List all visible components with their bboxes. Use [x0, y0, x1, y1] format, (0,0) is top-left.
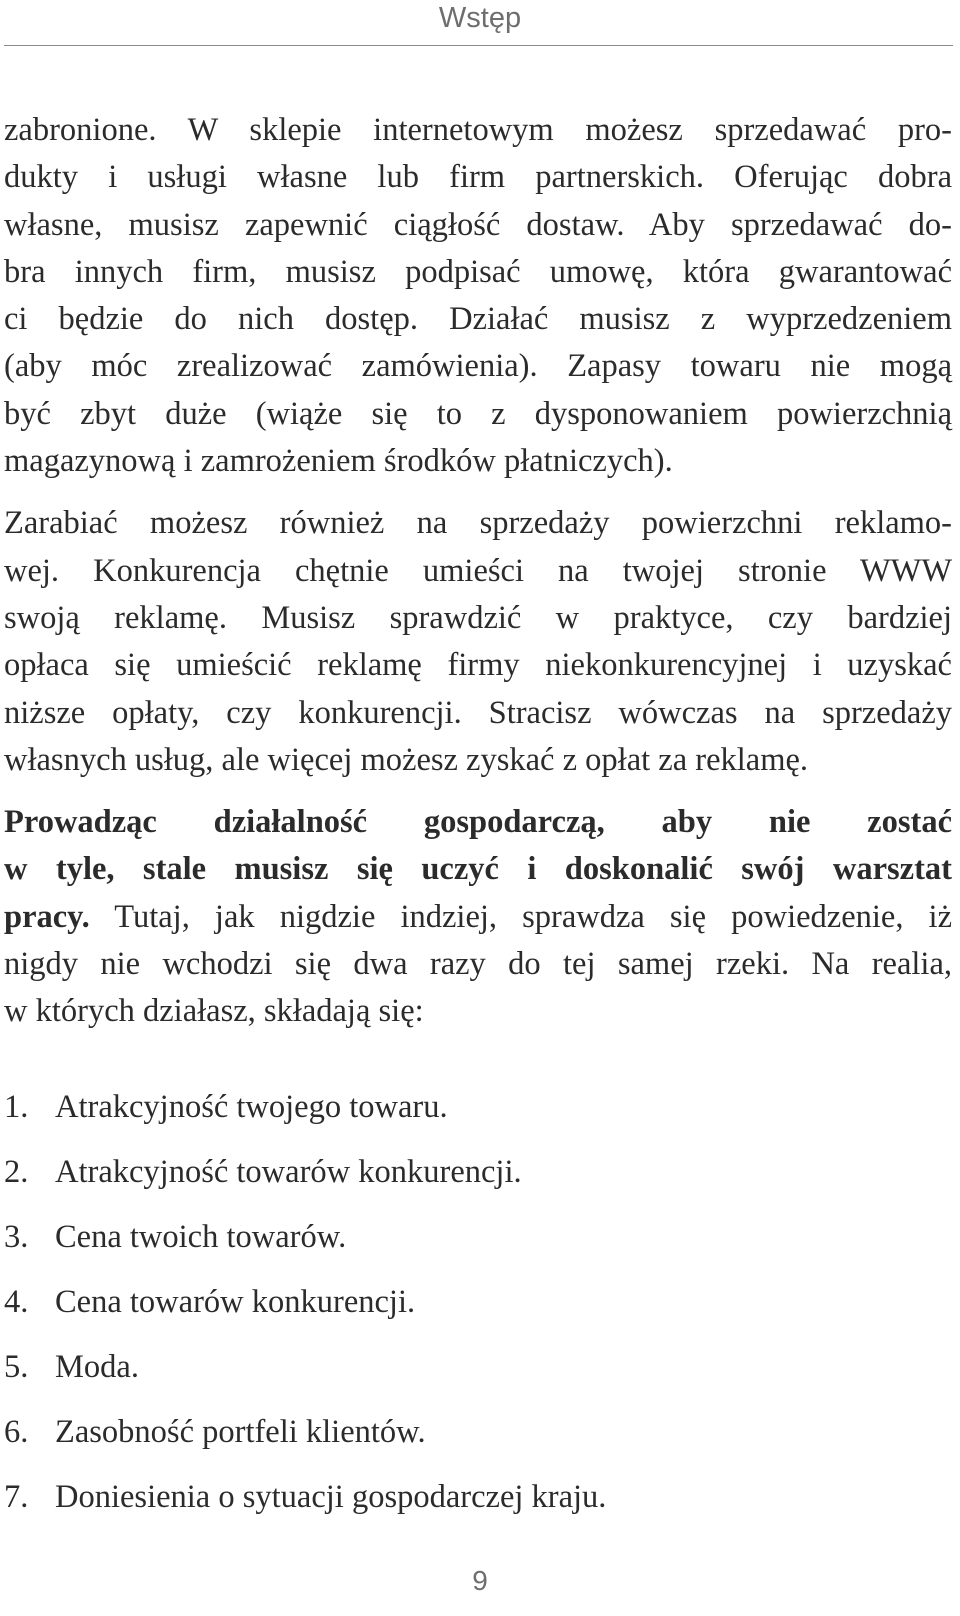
- text-line: dukty i usługi własne lub firm partnerskich. Oferując dobra: [4, 159, 952, 196]
- list-item: [4, 1474, 904, 1539]
- list-text: Cena twoich towarów.: [55, 1219, 347, 1255]
- bold-lead: pracy.: [4, 898, 90, 935]
- text-line: swoją reklamę. Musisz sprawdzić w praktyce, czy bardziej: [4, 599, 952, 636]
- list-number: 1.: [4, 1089, 29, 1125]
- bold-text-line: Prowadząc działalność gospodarczą, aby nie zostać: [4, 804, 952, 841]
- header-rule: [4, 45, 953, 46]
- text-line: wej. Konkurencja chętnie umieści na twojej stronie WWW: [4, 552, 952, 589]
- text-line: być zbyt duże (wiąże się to z dysponowaniem powierzchnią: [4, 395, 952, 432]
- list-text: Moda.: [55, 1349, 139, 1385]
- paragraph-gap: [4, 784, 952, 799]
- body-text: [4, 107, 952, 1036]
- list-item: [4, 1344, 904, 1409]
- numbered-list: [4, 1084, 904, 1539]
- text-line: magazynową i zamrożeniem środków płatniczych).: [4, 443, 673, 480]
- bold-text-line: w tyle, stale musisz się uczyć i doskonalić swój warsztat: [4, 851, 952, 888]
- list-number: 5.: [4, 1349, 29, 1385]
- paragraph-2: [4, 500, 952, 784]
- list-item: [4, 1279, 904, 1344]
- list-number: 3.: [4, 1219, 29, 1255]
- text-line: zabronione. W sklepie internetowym możesz sprzedawać pro-: [4, 112, 952, 148]
- paragraph-1: [4, 107, 952, 485]
- list-item: [4, 1409, 904, 1474]
- text-line: własne, musisz zapewnić ciągłość dostaw. Aby sprzedawać do-: [4, 206, 952, 243]
- list-number: 7.: [4, 1479, 29, 1515]
- text-line: w których działasz, składają się:: [4, 993, 424, 1030]
- list-number: 4.: [4, 1284, 29, 1320]
- list-text: Doniesienia o sytuacji gospodarczej kraju.: [55, 1479, 607, 1515]
- list-item: [4, 1214, 904, 1279]
- list-number: 2.: [4, 1154, 29, 1190]
- paragraph-3: [4, 799, 952, 1035]
- paragraph-gap: [4, 485, 952, 500]
- text-line: niższe opłaty, czy konkurencji. Stracisz wówczas na sprzedaży: [4, 694, 952, 731]
- lead-rest: Tutaj, jak nigdzie indziej, sprawdza się powiedzenie, iż: [89, 898, 952, 935]
- text-line: [4, 894, 952, 941]
- text-line: (aby móc zrealizować zamówienia). Zapasy towaru nie mogą: [4, 348, 952, 385]
- text-line: bra innych firm, musisz podpisać umowę, która gwarantować: [4, 253, 952, 290]
- text-line: Zarabiać możesz również na sprzedaży powierzchni reklamo-: [4, 505, 952, 542]
- list-text: Cena towarów konkurencji.: [55, 1284, 416, 1320]
- running-head: Wstęp: [438, 2, 522, 34]
- text-line: nigdy nie wchodzi się dwa razy do tej samej rzeki. Na realia,: [4, 946, 952, 983]
- page-number: 9: [472, 1565, 488, 1596]
- list-text: Atrakcyjność twojego towaru.: [55, 1089, 448, 1125]
- list-number: 6.: [4, 1414, 29, 1450]
- text-line: własnych usług, ale więcej możesz zyskać z opłat za reklamę.: [4, 741, 809, 778]
- text-line: opłaca się umieścić reklamę firmy niekonkurencyjnej i uzyskać: [4, 647, 952, 684]
- list-item: [4, 1084, 904, 1149]
- list-text: Atrakcyjność towarów konkurencji.: [55, 1154, 522, 1190]
- text-line: ci będzie do nich dostęp. Działać musisz z wyprzedzeniem: [4, 301, 952, 338]
- list-item: [4, 1149, 904, 1214]
- list-text: Zasobność portfeli klientów.: [55, 1414, 426, 1450]
